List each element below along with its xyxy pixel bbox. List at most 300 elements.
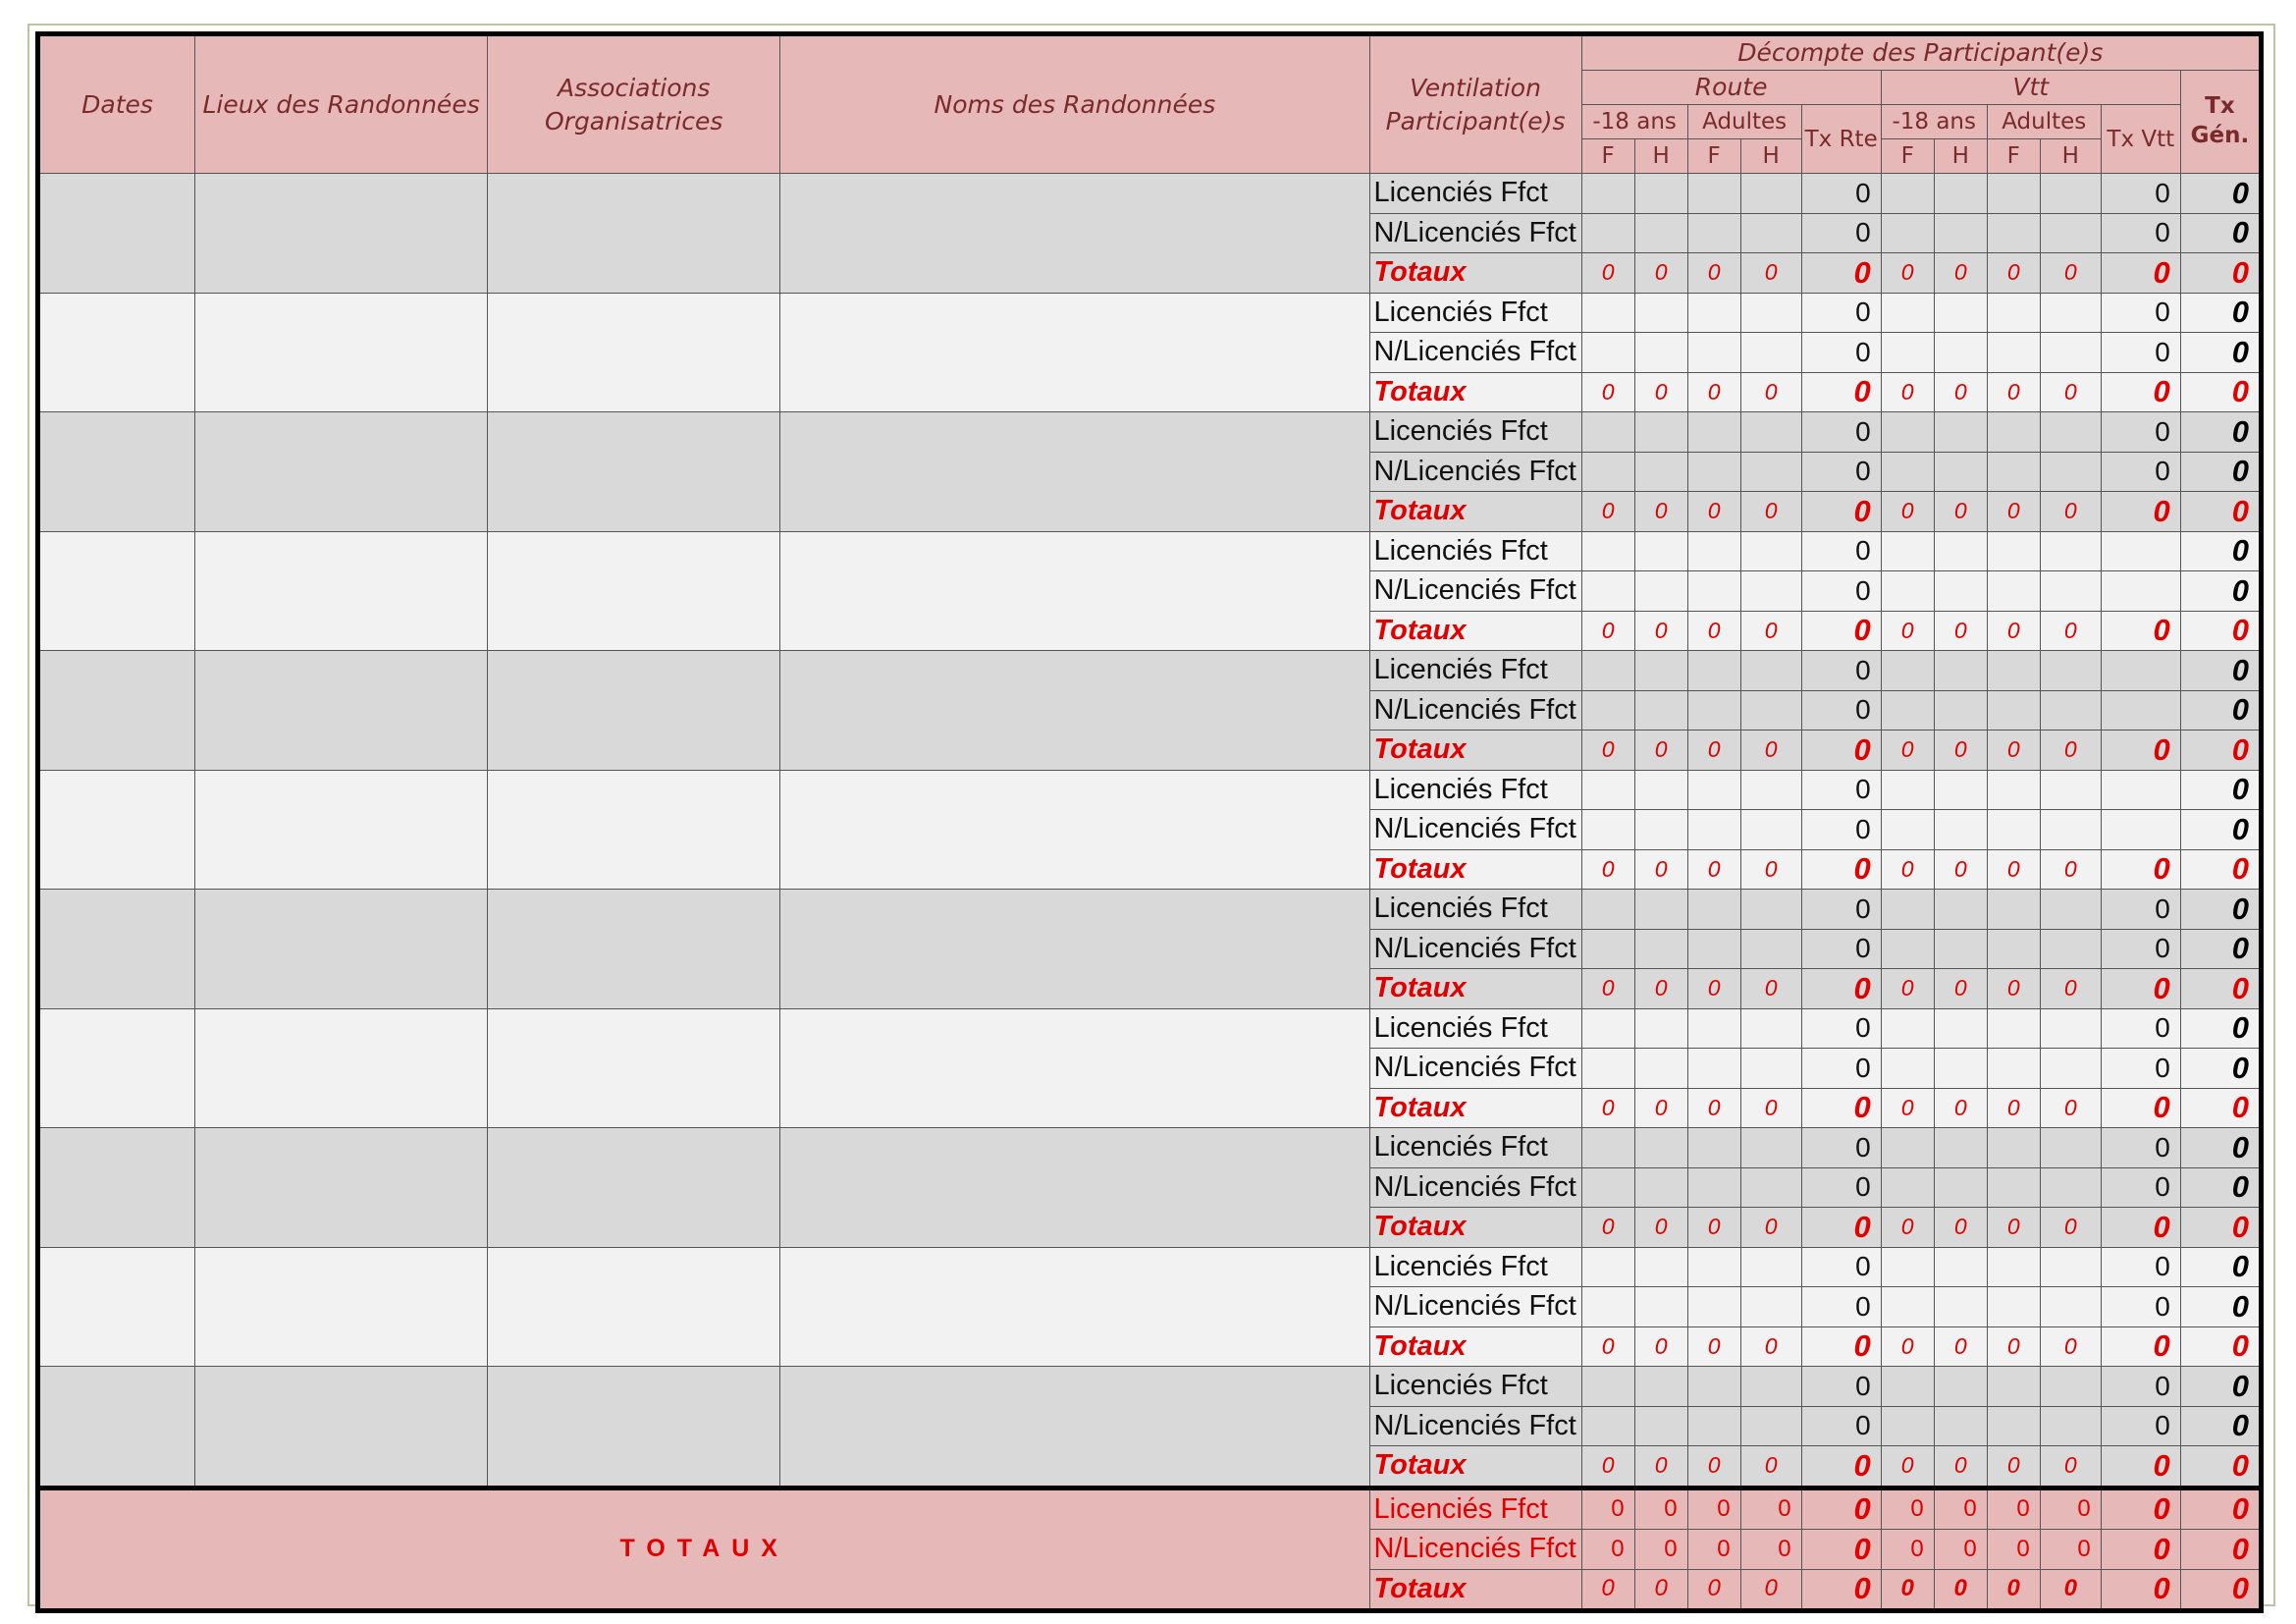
vtt-input-cell[interactable]	[2040, 810, 2101, 850]
route-input-cell[interactable]	[1634, 1049, 1687, 1089]
route-input-cell[interactable]	[1581, 174, 1634, 214]
date-cell[interactable]	[38, 1008, 195, 1128]
lieu-cell[interactable]	[195, 770, 488, 890]
col-header-noms: Noms des Randonnées	[780, 34, 1369, 174]
route-input-cell[interactable]	[1581, 929, 1634, 969]
grand-vtt-subtotal: 0	[1934, 1569, 1987, 1611]
nom-randonnee-cell[interactable]	[780, 1008, 1369, 1128]
vtt-input-cell[interactable]	[1881, 1367, 1934, 1407]
tx-rte-total: 0	[1801, 372, 1881, 412]
vtt-input-cell[interactable]	[1881, 1008, 1934, 1049]
ventilation-label-licencies: Licenciés Ffct	[1369, 890, 1581, 930]
vtt-input-cell[interactable]	[2040, 1247, 2101, 1287]
lieu-cell[interactable]	[195, 1128, 488, 1248]
route-input-cell[interactable]	[1581, 1128, 1634, 1168]
vtt-subtotal: 0	[2040, 253, 2101, 294]
vtt-input-cell[interactable]	[2040, 1406, 2101, 1446]
grand-route-subtotal: 0	[1581, 1488, 1634, 1530]
vtt-input-cell[interactable]	[2040, 213, 2101, 253]
nom-randonnee-cell[interactable]	[780, 890, 1369, 1009]
vtt-subtotal: 0	[2040, 1088, 2101, 1128]
vtt-input-cell[interactable]	[2040, 1367, 2101, 1407]
tx-rte-value: 0	[1801, 1008, 1881, 1049]
route-input-cell[interactable]	[1687, 1167, 1740, 1208]
vtt-input-cell[interactable]	[1934, 1008, 1987, 1049]
route-input-cell[interactable]	[1634, 412, 1687, 453]
route-input-cell[interactable]	[1687, 333, 1740, 373]
route-input-cell[interactable]	[1634, 1367, 1687, 1407]
vtt-input-cell[interactable]	[1987, 174, 2040, 214]
date-cell[interactable]	[38, 174, 195, 294]
route-input-cell[interactable]	[1634, 1287, 1687, 1327]
route-input-cell[interactable]	[1687, 1008, 1740, 1049]
grand-tx-rte: 0	[1801, 1488, 1881, 1530]
nom-randonnee-cell[interactable]	[780, 770, 1369, 890]
grand-vtt-subtotal: 0	[2040, 1488, 2101, 1530]
nom-randonnee-cell[interactable]	[780, 1128, 1369, 1248]
vtt-input-cell[interactable]	[1934, 1128, 1987, 1168]
vtt-input-cell[interactable]	[1987, 1167, 2040, 1208]
route-input-cell[interactable]	[1740, 770, 1801, 810]
route-input-cell[interactable]	[1740, 452, 1801, 492]
grand-tx-gen: 0	[2180, 1530, 2261, 1570]
totals-label-non-licencies: N/Licenciés Ffct	[1369, 1530, 1581, 1570]
grand-vtt-subtotal: 0	[2040, 1569, 2101, 1611]
route-input-cell[interactable]	[1634, 810, 1687, 850]
vtt-input-cell[interactable]	[1987, 1008, 2040, 1049]
vtt-input-cell[interactable]	[2040, 651, 2101, 691]
tx-rte-value: 0	[1801, 1406, 1881, 1446]
col-header-dates: Dates	[38, 34, 195, 174]
vtt-input-cell[interactable]	[1934, 690, 1987, 731]
route-input-cell[interactable]	[1740, 890, 1801, 930]
route-input-cell[interactable]	[1581, 452, 1634, 492]
date-cell[interactable]	[38, 770, 195, 890]
tx-rte-value: 0	[1801, 690, 1881, 731]
grand-tx-vtt: 0	[2101, 1569, 2180, 1611]
ventilation-label-licencies: Licenciés Ffct	[1369, 531, 1581, 571]
date-cell[interactable]	[38, 1367, 195, 1489]
vtt-input-cell[interactable]	[1881, 929, 1934, 969]
lieu-cell[interactable]	[195, 412, 488, 532]
route-subtotal: 0	[1581, 372, 1634, 412]
ventilation-label-licencies: Licenciés Ffct	[1369, 1128, 1581, 1168]
vtt-input-cell[interactable]	[2040, 174, 2101, 214]
vtt-input-cell[interactable]	[1881, 770, 1934, 810]
vtt-input-cell[interactable]	[1934, 531, 1987, 571]
vtt-input-cell[interactable]	[1934, 651, 1987, 691]
route-input-cell[interactable]	[1740, 690, 1801, 731]
vtt-input-cell[interactable]	[1934, 412, 1987, 453]
route-input-cell[interactable]	[1740, 1049, 1801, 1089]
grand-route-subtotal: 0	[1740, 1530, 1801, 1570]
lieu-cell[interactable]	[195, 651, 488, 771]
vtt-input-cell[interactable]	[2040, 1008, 2101, 1049]
vtt-input-cell[interactable]	[1881, 1406, 1934, 1446]
ventilation-label-non-licencies: N/Licenciés Ffct	[1369, 929, 1581, 969]
nom-randonnee-cell[interactable]	[780, 293, 1369, 412]
route-subtotal: 0	[1687, 849, 1740, 890]
route-input-cell[interactable]	[1634, 1167, 1687, 1208]
route-input-cell[interactable]	[1634, 293, 1687, 333]
vtt-input-cell[interactable]	[2040, 1287, 2101, 1327]
route-input-cell[interactable]	[1581, 1406, 1634, 1446]
tx-vtt-value: 0	[2101, 1167, 2180, 1208]
ventilation-label-totaux: Totaux	[1369, 969, 1581, 1009]
vtt-input-cell[interactable]	[1881, 531, 1934, 571]
route-input-cell[interactable]	[1687, 1247, 1740, 1287]
route-input-cell[interactable]	[1634, 651, 1687, 691]
tx-vtt-value	[2101, 690, 2180, 731]
vtt-input-cell[interactable]	[1881, 651, 1934, 691]
ventilation-label-non-licencies: N/Licenciés Ffct	[1369, 690, 1581, 731]
date-cell[interactable]	[38, 293, 195, 412]
route-input-cell[interactable]	[1740, 531, 1801, 571]
col-header-f: F	[1687, 139, 1740, 174]
route-subtotal: 0	[1581, 611, 1634, 651]
route-input-cell[interactable]	[1581, 531, 1634, 571]
col-header-f: F	[1987, 139, 2040, 174]
vtt-input-cell[interactable]	[2040, 412, 2101, 453]
ventilation-label-totaux: Totaux	[1369, 253, 1581, 294]
vtt-input-cell[interactable]	[1987, 651, 2040, 691]
vtt-input-cell[interactable]	[1881, 810, 1934, 850]
date-cell[interactable]	[38, 890, 195, 1009]
tx-gen-value: 0	[2180, 293, 2261, 333]
route-input-cell[interactable]	[1634, 890, 1687, 930]
route-input-cell[interactable]	[1687, 651, 1740, 691]
vtt-input-cell[interactable]	[2040, 571, 2101, 612]
tx-rte-value: 0	[1801, 333, 1881, 373]
nom-randonnee-cell[interactable]	[780, 174, 1369, 294]
vtt-input-cell[interactable]	[1934, 1167, 1987, 1208]
vtt-input-cell[interactable]	[1934, 452, 1987, 492]
vtt-subtotal: 0	[1934, 1088, 1987, 1128]
route-input-cell[interactable]	[1634, 1128, 1687, 1168]
route-input-cell[interactable]	[1687, 213, 1740, 253]
route-subtotal: 0	[1634, 253, 1687, 294]
vtt-input-cell[interactable]	[2040, 333, 2101, 373]
route-input-cell[interactable]	[1581, 651, 1634, 691]
vtt-input-cell[interactable]	[1881, 452, 1934, 492]
lieu-cell[interactable]	[195, 531, 488, 651]
tx-gen-value: 0	[2180, 651, 2261, 691]
vtt-input-cell[interactable]	[1881, 571, 1934, 612]
route-input-cell[interactable]	[1581, 412, 1634, 453]
col-header-h: H	[1634, 139, 1687, 174]
vtt-input-cell[interactable]	[1987, 531, 2040, 571]
vtt-subtotal: 0	[1934, 611, 1987, 651]
nom-randonnee-cell[interactable]	[780, 1247, 1369, 1367]
route-input-cell[interactable]	[1740, 1008, 1801, 1049]
ventilation-label-non-licencies: N/Licenciés Ffct	[1369, 1287, 1581, 1327]
tx-gen-value: 0	[2180, 890, 2261, 930]
nom-randonnee-cell[interactable]	[780, 1367, 1369, 1489]
association-cell[interactable]	[488, 1128, 780, 1248]
association-cell[interactable]	[488, 293, 780, 412]
tx-gen-value: 0	[2180, 174, 2261, 214]
route-input-cell[interactable]	[1581, 1247, 1634, 1287]
vtt-input-cell[interactable]	[1881, 174, 1934, 214]
route-input-cell[interactable]	[1581, 810, 1634, 850]
vtt-input-cell[interactable]	[2040, 293, 2101, 333]
vtt-input-cell[interactable]	[1934, 929, 1987, 969]
tx-gen-total: 0	[2180, 492, 2261, 532]
route-input-cell[interactable]	[1634, 1008, 1687, 1049]
tx-rte-value: 0	[1801, 293, 1881, 333]
route-input-cell[interactable]	[1740, 571, 1801, 612]
vtt-input-cell[interactable]	[1934, 174, 1987, 214]
association-cell[interactable]	[488, 1247, 780, 1367]
vtt-input-cell[interactable]	[1934, 293, 1987, 333]
vtt-input-cell[interactable]	[1987, 890, 2040, 930]
route-input-cell[interactable]	[1634, 571, 1687, 612]
route-input-cell[interactable]	[1687, 929, 1740, 969]
route-input-cell[interactable]	[1581, 293, 1634, 333]
route-input-cell[interactable]	[1740, 1367, 1801, 1407]
route-subtotal: 0	[1687, 969, 1740, 1009]
vtt-input-cell[interactable]	[1987, 1367, 2040, 1407]
vtt-subtotal: 0	[1934, 969, 1987, 1009]
route-input-cell[interactable]	[1687, 174, 1740, 214]
vtt-input-cell[interactable]	[2040, 890, 2101, 930]
route-input-cell[interactable]	[1687, 1287, 1740, 1327]
vtt-input-cell[interactable]	[1881, 412, 1934, 453]
route-input-cell[interactable]	[1687, 452, 1740, 492]
route-input-cell[interactable]	[1740, 1128, 1801, 1168]
date-cell[interactable]	[38, 1247, 195, 1367]
route-input-cell[interactable]	[1581, 333, 1634, 373]
route-input-cell[interactable]	[1581, 770, 1634, 810]
route-input-cell[interactable]	[1687, 1406, 1740, 1446]
vtt-input-cell[interactable]	[1881, 690, 1934, 731]
route-input-cell[interactable]	[1581, 1367, 1634, 1407]
vtt-input-cell[interactable]	[2040, 770, 2101, 810]
vtt-input-cell[interactable]	[2040, 1128, 2101, 1168]
route-input-cell[interactable]	[1687, 1367, 1740, 1407]
ventilation-label-licencies: Licenciés Ffct	[1369, 293, 1581, 333]
vtt-input-cell[interactable]	[1987, 1287, 2040, 1327]
vtt-subtotal: 0	[1881, 849, 1934, 890]
route-input-cell[interactable]	[1687, 531, 1740, 571]
association-cell[interactable]	[488, 770, 780, 890]
route-input-cell[interactable]	[1740, 810, 1801, 850]
route-input-cell[interactable]	[1687, 770, 1740, 810]
vtt-input-cell[interactable]	[1881, 333, 1934, 373]
tx-vtt-value	[2101, 651, 2180, 691]
vtt-input-cell[interactable]	[1987, 412, 2040, 453]
route-input-cell[interactable]	[1740, 1247, 1801, 1287]
route-subtotal: 0	[1740, 969, 1801, 1009]
lieu-cell[interactable]	[195, 1247, 488, 1367]
route-input-cell[interactable]	[1687, 1049, 1740, 1089]
route-input-cell[interactable]	[1740, 1287, 1801, 1327]
vtt-input-cell[interactable]	[1934, 333, 1987, 373]
lieu-cell[interactable]	[195, 1008, 488, 1128]
route-input-cell[interactable]	[1634, 531, 1687, 571]
route-input-cell[interactable]	[1581, 1049, 1634, 1089]
route-subtotal: 0	[1634, 1446, 1687, 1489]
vtt-input-cell[interactable]	[1987, 571, 2040, 612]
vtt-input-cell[interactable]	[1987, 810, 2040, 850]
tx-gen-value: 0	[2180, 571, 2261, 612]
route-input-cell[interactable]	[1581, 571, 1634, 612]
vtt-input-cell[interactable]	[2040, 690, 2101, 731]
vtt-input-cell[interactable]	[1934, 770, 1987, 810]
vtt-input-cell[interactable]	[1987, 1247, 2040, 1287]
route-input-cell[interactable]	[1687, 810, 1740, 850]
vtt-input-cell[interactable]	[1934, 1287, 1987, 1327]
route-input-cell[interactable]	[1581, 213, 1634, 253]
route-input-cell[interactable]	[1687, 293, 1740, 333]
grand-route-subtotal: 0	[1687, 1569, 1740, 1611]
date-cell[interactable]	[38, 531, 195, 651]
vtt-subtotal: 0	[1881, 372, 1934, 412]
vtt-input-cell[interactable]	[2040, 531, 2101, 571]
vtt-input-cell[interactable]	[2040, 929, 2101, 969]
lieu-cell[interactable]	[195, 174, 488, 294]
route-input-cell[interactable]	[1740, 412, 1801, 453]
route-input-cell[interactable]	[1740, 1406, 1801, 1446]
vtt-input-cell[interactable]	[1934, 1367, 1987, 1407]
route-input-cell[interactable]	[1634, 1406, 1687, 1446]
route-input-cell[interactable]	[1740, 333, 1801, 373]
vtt-input-cell[interactable]	[1881, 1247, 1934, 1287]
lieu-cell[interactable]	[195, 890, 488, 1009]
col-header-route-adultes: Adultes	[1687, 105, 1801, 139]
col-header-route-moins18: -18 ans	[1581, 105, 1687, 139]
route-input-cell[interactable]	[1740, 293, 1801, 333]
route-input-cell[interactable]	[1740, 929, 1801, 969]
tx-vtt-value: 0	[2101, 1008, 2180, 1049]
route-subtotal: 0	[1634, 1088, 1687, 1128]
tx-rte-value: 0	[1801, 174, 1881, 214]
vtt-input-cell[interactable]	[1987, 770, 2040, 810]
vtt-input-cell[interactable]	[1987, 1406, 2040, 1446]
route-input-cell[interactable]	[1634, 929, 1687, 969]
nom-randonnee-cell[interactable]	[780, 412, 1369, 532]
tx-vtt-value: 0	[2101, 1367, 2180, 1407]
vtt-input-cell[interactable]	[1881, 1167, 1934, 1208]
tx-rte-value: 0	[1801, 531, 1881, 571]
association-cell[interactable]	[488, 1008, 780, 1128]
route-input-cell[interactable]	[1581, 890, 1634, 930]
vtt-input-cell[interactable]	[1934, 1247, 1987, 1287]
vtt-input-cell[interactable]	[1934, 810, 1987, 850]
route-input-cell[interactable]	[1634, 333, 1687, 373]
route-input-cell[interactable]	[1687, 690, 1740, 731]
nom-randonnee-cell[interactable]	[780, 531, 1369, 651]
vtt-input-cell[interactable]	[2040, 1049, 2101, 1089]
vtt-input-cell[interactable]	[1987, 213, 2040, 253]
vtt-input-cell[interactable]	[1934, 213, 1987, 253]
tx-vtt-value: 0	[2101, 1406, 2180, 1446]
tx-rte-total: 0	[1801, 849, 1881, 890]
col-header-h: H	[1934, 139, 1987, 174]
route-input-cell[interactable]	[1740, 1167, 1801, 1208]
vtt-input-cell[interactable]	[2040, 452, 2101, 492]
tx-vtt-total: 0	[2101, 1208, 2180, 1248]
tx-gen-value: 0	[2180, 1367, 2261, 1407]
date-cell[interactable]	[38, 412, 195, 532]
route-input-cell[interactable]	[1581, 1287, 1634, 1327]
route-input-cell[interactable]	[1634, 770, 1687, 810]
vtt-input-cell[interactable]	[1881, 890, 1934, 930]
tx-gen-total: 0	[2180, 1446, 2261, 1489]
route-input-cell[interactable]	[1687, 571, 1740, 612]
association-cell[interactable]	[488, 651, 780, 771]
lieu-cell[interactable]	[195, 293, 488, 412]
tx-gen-value: 0	[2180, 412, 2261, 453]
date-cell[interactable]	[38, 651, 195, 771]
vtt-subtotal: 0	[1881, 1088, 1934, 1128]
route-input-cell[interactable]	[1634, 174, 1687, 214]
vtt-input-cell[interactable]	[1881, 1128, 1934, 1168]
tx-gen-total: 0	[2180, 1088, 2261, 1128]
route-input-cell[interactable]	[1634, 213, 1687, 253]
vtt-input-cell[interactable]	[1987, 293, 2040, 333]
date-cell[interactable]	[38, 1128, 195, 1248]
route-input-cell[interactable]	[1740, 174, 1801, 214]
association-cell[interactable]	[488, 174, 780, 294]
vtt-input-cell[interactable]	[1881, 1287, 1934, 1327]
vtt-input-cell[interactable]	[1987, 1128, 2040, 1168]
route-input-cell[interactable]	[1634, 690, 1687, 731]
association-cell[interactable]	[488, 412, 780, 532]
col-header-f: F	[1581, 139, 1634, 174]
route-input-cell[interactable]	[1687, 412, 1740, 453]
tx-vtt-value: 0	[2101, 1128, 2180, 1168]
vtt-input-cell[interactable]	[1881, 293, 1934, 333]
grand-tx-rte: 0	[1801, 1530, 1881, 1570]
route-input-cell[interactable]	[1740, 651, 1801, 691]
vtt-input-cell[interactable]	[1987, 690, 2040, 731]
vtt-input-cell[interactable]	[1987, 929, 2040, 969]
col-header-ventilation: Ventilation Participant(e)s	[1369, 34, 1581, 174]
vtt-input-cell[interactable]	[2040, 1167, 2101, 1208]
tx-gen-total: 0	[2180, 1208, 2261, 1248]
vtt-input-cell[interactable]	[1934, 1406, 1987, 1446]
ventilation-label-non-licencies: N/Licenciés Ffct	[1369, 452, 1581, 492]
route-input-cell[interactable]	[1634, 452, 1687, 492]
route-input-cell[interactable]	[1687, 890, 1740, 930]
vtt-input-cell[interactable]	[1934, 571, 1987, 612]
vtt-input-cell[interactable]	[1934, 890, 1987, 930]
lieu-cell[interactable]	[195, 1367, 488, 1489]
ventilation-label-licencies: Licenciés Ffct	[1369, 412, 1581, 453]
vtt-input-cell[interactable]	[1987, 333, 2040, 373]
vtt-input-cell[interactable]	[1987, 1049, 2040, 1089]
route-input-cell[interactable]	[1687, 1128, 1740, 1168]
col-header-tx-vtt: Tx Vtt	[2101, 105, 2180, 174]
route-input-cell[interactable]	[1581, 1008, 1634, 1049]
route-input-cell[interactable]	[1634, 1247, 1687, 1287]
vtt-input-cell[interactable]	[1881, 213, 1934, 253]
route-input-cell[interactable]	[1740, 213, 1801, 253]
route-input-cell[interactable]	[1581, 1167, 1634, 1208]
vtt-subtotal: 0	[1987, 969, 2040, 1009]
vtt-input-cell[interactable]	[1881, 1049, 1934, 1089]
association-cell[interactable]	[488, 531, 780, 651]
association-cell[interactable]	[488, 1367, 780, 1489]
vtt-input-cell[interactable]	[1934, 1049, 1987, 1089]
tx-vtt-value: 0	[2101, 929, 2180, 969]
vtt-subtotal: 0	[1987, 492, 2040, 532]
vtt-input-cell[interactable]	[1987, 452, 2040, 492]
nom-randonnee-cell[interactable]	[780, 651, 1369, 771]
route-input-cell[interactable]	[1581, 690, 1634, 731]
association-cell[interactable]	[488, 890, 780, 1009]
